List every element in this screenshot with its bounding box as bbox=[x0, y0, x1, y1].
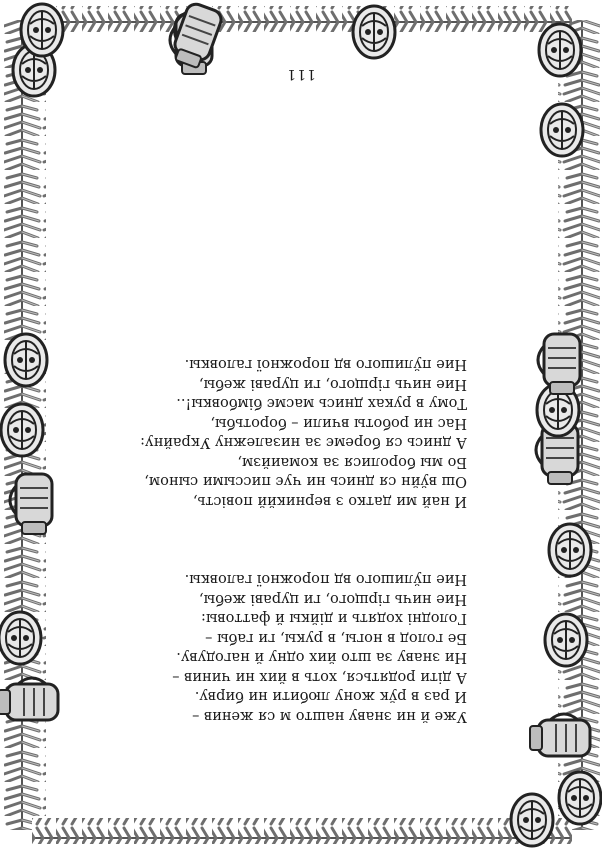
painted-egg-ornament bbox=[21, 4, 63, 56]
painted-egg-ornament bbox=[5, 334, 47, 386]
verse-line: И най ми датко з верникйй повість, bbox=[192, 493, 467, 509]
verse-line: И раз в рўк жону любити ни бирву. bbox=[194, 688, 467, 705]
painted-egg-ornament bbox=[541, 104, 583, 156]
verse-line: Бе голод в ногы, в рукы, ги габы – bbox=[205, 630, 467, 646]
top-garland bbox=[32, 818, 572, 844]
verse-line: Ни знаву за што йих одну й нагодуву. bbox=[176, 649, 467, 666]
painted-egg-ornament bbox=[549, 524, 591, 576]
painted-egg-ornament bbox=[0, 612, 41, 664]
verse-line: Нас ни роботы вчили – боротьбы, bbox=[210, 415, 467, 431]
stanza bbox=[87, 354, 467, 510]
painted-egg-ornament bbox=[353, 6, 395, 58]
verse-line: Уже й ни знаву нашто м ся женив – bbox=[192, 708, 467, 724]
carved-jug-ornament bbox=[530, 714, 590, 756]
painted-egg-ornament bbox=[1, 404, 43, 456]
verse-line: Ош вўйн ся днись ни чує писсыми сыном, bbox=[144, 473, 467, 490]
painted-egg-ornament bbox=[559, 772, 601, 824]
verse-line: Бо мы боролися за комаийзм, bbox=[237, 454, 467, 470]
verse-line: А діти родяться, хоть в йих ни чинив – bbox=[172, 669, 467, 685]
verse-line: Ние пўлишого вд порожної галовкы. bbox=[184, 356, 467, 373]
verse-line: Голодні ходять и дійкы й фаттовы: bbox=[201, 610, 467, 627]
bottom-garland bbox=[32, 6, 572, 32]
page-number: 111 bbox=[286, 66, 316, 82]
painted-egg-ornament bbox=[511, 794, 553, 846]
painted-egg-ornament bbox=[545, 614, 587, 666]
stanza bbox=[87, 569, 467, 725]
carved-jug-ornament bbox=[538, 334, 580, 394]
verse-line: Тому в руках днись масмє бімбовкы!.. bbox=[176, 395, 467, 412]
verse-line: Ние пўлишого вд порожної галовкы. bbox=[184, 571, 467, 588]
verse-line: Ние ничь гірщого, ги цураві жебы, bbox=[198, 376, 467, 392]
verse-line: А днись ся боремє за низалежну Украйну: bbox=[140, 434, 467, 451]
verse-line: Ние ничь гірщого, ги цураві жебы, bbox=[198, 591, 467, 607]
